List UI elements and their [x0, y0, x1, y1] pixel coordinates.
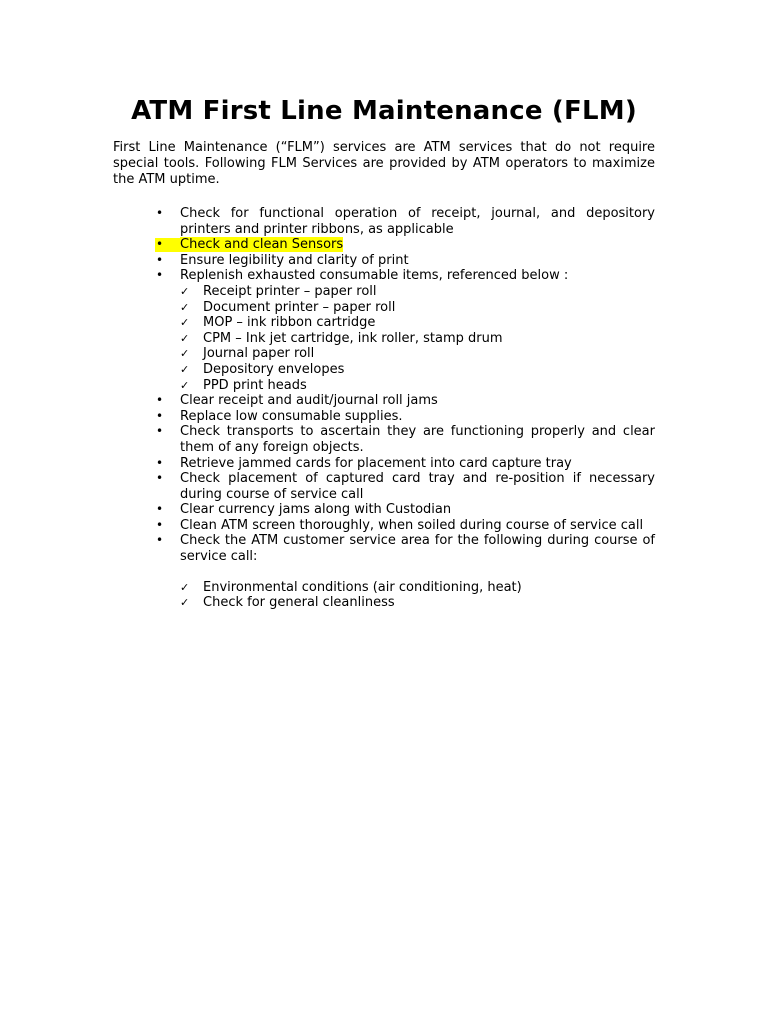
intro-paragraph: First Line Maintenance (“FLM”) services are ATM services that do not require special tools. Following FLM Services are provided by ATM operators to maximize the ATM uptime. [113, 140, 655, 187]
list-item [0, 268, 655, 393]
list-item [0, 533, 655, 610]
list-item-text: Check the ATM customer service area for the following during course of service call: [180, 533, 655, 565]
list-item [0, 456, 655, 472]
list-item [0, 206, 655, 237]
list-item [0, 502, 655, 518]
sub-list-item [180, 346, 655, 362]
sub-list-item [180, 595, 655, 611]
list-item-text: Clean ATM screen thoroughly, when soiled during course of service call [180, 517, 644, 533]
bullet-icon: • [156, 424, 164, 439]
list-item [0, 237, 655, 253]
bullet-icon: • [156, 517, 164, 532]
checkmark-icon: ✓ [180, 347, 190, 361]
list-item [0, 253, 655, 269]
bullet-icon: • [156, 455, 164, 470]
checkmark-icon: ✓ [180, 580, 190, 594]
sub-list-item-text: Document printer – paper roll [203, 299, 396, 315]
bullet-icon: • [156, 408, 164, 423]
sub-list-item-text: PPD print heads [203, 377, 307, 393]
list-item-text: Replenish exhausted consumable items, referenced below : [180, 268, 569, 284]
list-item [0, 424, 655, 455]
list-item-text: Check transports to ascertain they are functioning properly and clear them of any foreign objects. [180, 424, 655, 455]
sub-list-item-text: Check for general cleanliness [203, 595, 395, 611]
list-item-text: Ensure legibility and clarity of print [180, 252, 409, 268]
list-item-text: Retrieve jammed cards for placement into card capture tray [180, 455, 572, 471]
sub-list-item [180, 284, 655, 300]
sub-list-item-text: Receipt printer – paper roll [203, 283, 377, 299]
bullet-icon: • [156, 252, 164, 267]
sub-list-item [180, 331, 655, 347]
bullet-icon: • [156, 206, 164, 220]
checkmark-icon: ✓ [180, 300, 190, 314]
checkmark-icon: ✓ [180, 378, 190, 392]
sub-list-item [180, 580, 655, 596]
list-item [0, 518, 655, 534]
list-item-text: Replace low consumable supplies. [180, 408, 403, 424]
checkmark-icon: ✓ [180, 316, 190, 330]
list-item-text: Clear receipt and audit/journal roll jams [180, 393, 438, 409]
sub-list-item [180, 300, 655, 316]
bullet-icon: • [156, 393, 164, 408]
checkmark-icon: ✓ [180, 284, 190, 298]
bullet-icon: • [156, 502, 164, 517]
sub-list-item-text: Journal paper roll [203, 346, 315, 362]
bullet-icon: • [156, 268, 164, 283]
checkmark-icon: ✓ [180, 596, 190, 610]
bullet-icon: • [156, 533, 164, 548]
sub-list-item-text: CPM – Ink jet cartridge, ink roller, stamp drum [203, 330, 503, 346]
sub-list-item [180, 315, 655, 331]
checkmark-icon: ✓ [180, 362, 190, 376]
list-item-text: Check for functional operation of receipt, journal, and depository printers and printer ribbons, as applicable [180, 206, 655, 237]
document-title: ATM First Line Maintenance (FLM) [131, 96, 637, 126]
sub-list [180, 284, 655, 393]
list-item [0, 471, 655, 502]
sub-list-item-text: MOP – ink ribbon cartridge [203, 315, 376, 331]
sub-list-item-text: Environmental conditions (air conditioning, heat) [203, 579, 522, 595]
services-list [0, 206, 768, 611]
list-item [0, 393, 655, 409]
sub-list [180, 580, 655, 611]
list-item-text: Check and clean Sensors [180, 237, 344, 253]
bullet-icon: • [156, 471, 164, 486]
sub-list-item [180, 378, 655, 394]
list-item-text: Check placement of captured card tray and re-position if necessary during course of service call [180, 471, 655, 502]
list-item-text: Clear currency jams along with Custodian [180, 502, 452, 518]
sub-list-item [180, 362, 655, 378]
spacer [180, 565, 655, 580]
sub-list-item-text: Depository envelopes [203, 361, 345, 377]
list-item [0, 409, 655, 425]
checkmark-icon: ✓ [180, 331, 190, 345]
bullet-icon: • [156, 237, 164, 252]
